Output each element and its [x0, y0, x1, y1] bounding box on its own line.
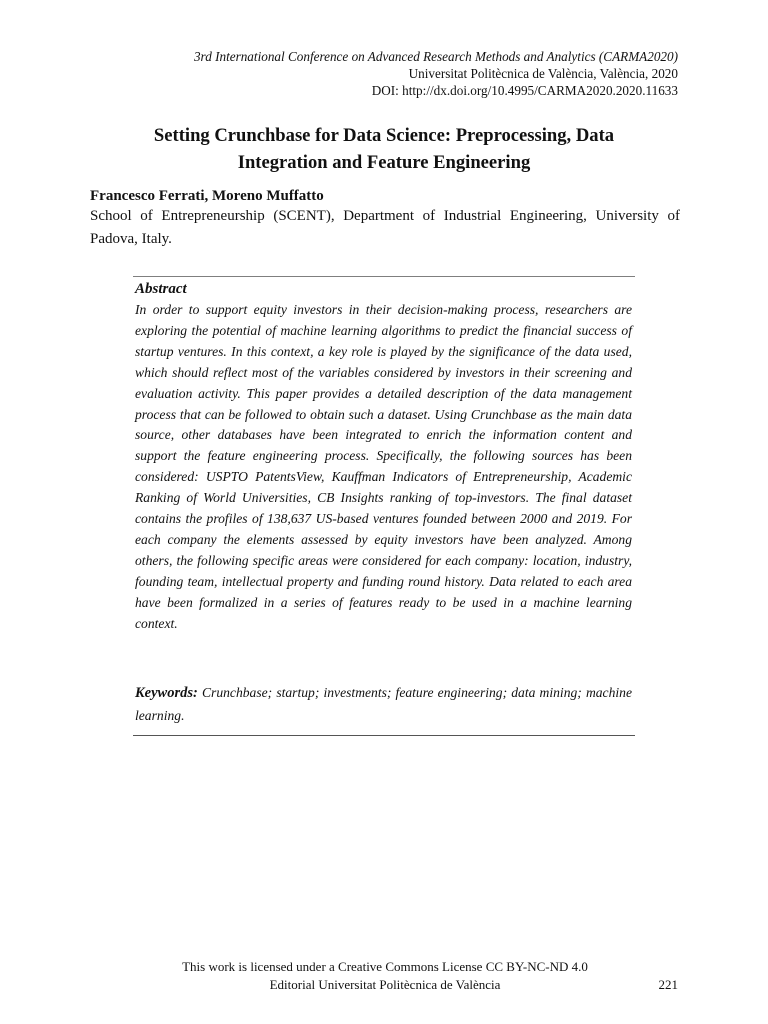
abstract-text: In order to support equity investors in their decision-making process, researchers are exploring the potential of machine learning algorithms to predict the financial success of startup ventures. In this context, a key role is played by the significance of the data used, which should reflect most of the variables considered by investors in their screening and evaluation activity. This paper provides a detailed description of the data management process that can be followed to obtain such a dataset. Using Crunchbase as the main data source, other databases have been integrated to enrich the information content and support the feature engineering process. Specifically, the following sources has been considered: USPTO PatentsView, Kauffman Indicators of Entrepreneurship, Academic Ranking of World Universities, CB Insights ranking of top-investors. The final dataset contains the profiles of 138,637 US-based ventures founded between 2000 and 2019. For each company the elements assessed by equity investors have been analyzed. Among others, the following specific areas were considered for each company: location, industry, founding team, intellectual property and funding round history. Data related to each area have been formalized in a series of features ready to be used in a machine learning context. [135, 302, 632, 631]
paper-title-line-1: Setting Crunchbase for Data Science: Preprocessing, Data [153, 125, 615, 146]
paper-title-line-2: Integration and Feature Engineering [237, 152, 531, 173]
keywords [135, 682, 632, 726]
publisher-text: Editorial Universitat Politècnica de València [269, 977, 501, 992]
paper-title [90, 122, 678, 176]
abstract-heading: Abstract [135, 281, 187, 297]
keywords-text: Crunchbase; startup; investments; feature engineering; data mining; machine learning. [135, 685, 632, 723]
keywords-label: Keywords: [135, 685, 198, 701]
affiliation: School of Entrepreneurship (SCENT), Department of Industrial Engineering, University of Padova, Italy. [90, 208, 680, 247]
page-footer [130, 958, 640, 994]
conference-header [194, 48, 678, 99]
abstract-top-rule [133, 276, 635, 277]
page-number: 221 [658, 977, 678, 992]
conference-name: 3rd International Conference on Advanced Research Methods and Analytics (CARMA2020) [193, 49, 678, 64]
doi-line: DOI: http://dx.doi.org/10.4995/CARMA2020.2020.11633 [371, 83, 678, 98]
conference-venue: Universitat Politècnica de València, València, 2020 [408, 66, 678, 81]
authors: Francesco Ferrati, Moreno Muffatto [90, 188, 324, 204]
license-text: This work is licensed under a Creative Commons License CC BY-NC-ND 4.0 [182, 959, 588, 974]
abstract-bottom-rule [133, 735, 635, 736]
